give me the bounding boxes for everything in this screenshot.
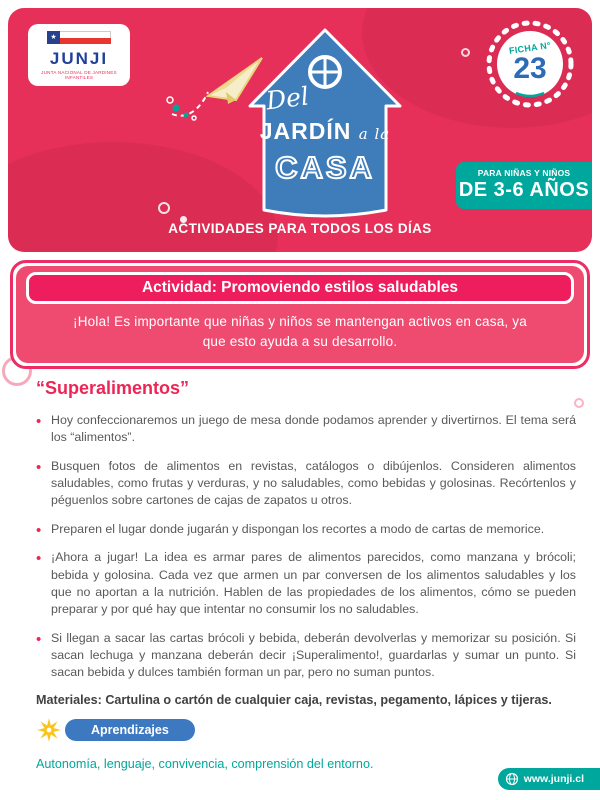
flag-stripes	[60, 31, 111, 44]
globe-icon	[505, 772, 519, 786]
flag-canton	[47, 31, 60, 44]
ficha-number: 23	[513, 52, 547, 85]
brand-word-casa: CASA	[275, 150, 375, 185]
bullet-item: • Preparen el lugar donde jugarán y dispongan los recortes a modo de cartas de memorice.	[36, 521, 576, 538]
brand-word-jardin	[240, 118, 410, 145]
junji-logo	[28, 24, 130, 86]
activity-box	[10, 260, 590, 369]
age-banner	[456, 162, 592, 209]
brand-word-ala: a la	[358, 125, 391, 143]
flag-white-stripe	[60, 31, 111, 38]
aprendizajes-row	[36, 717, 576, 743]
activity-title: Actividad: Promoviendo estilos saludables	[26, 272, 574, 304]
bullet-item: • Busquen fotos de alimentos en revistas, catálogos o dibújenlos. Consideren alimentos saludables, como frutas y verduras, y no saludables, como bebidas y golosinas. Recórtenlos y péguenlos sobre cartones de cajas de zapatos u otros.	[36, 458, 576, 510]
flag-red-stripe	[60, 38, 111, 44]
bullet-item: • Hoy confeccionaremos un juego de mesa donde podamos aprender y divertirnos. El tema será los “alimentos”.	[36, 412, 576, 447]
bullet-item: • Si llegan a sacar las cartas brócoli y bebida, deberán devolverlas y memorizar su posición. Si sacan lechuga y manzana deberán decir ¡Superalimento!, guardarlas y sumar un punto. Si sacan bebida y dulces también forman un par, pero no suman puntos.	[36, 630, 576, 682]
section-title: “Superalimentos”	[36, 378, 190, 398]
bullet-item: • ¡Ahora a jugar! La idea es armar pares de alimentos parecidos, como manzana y brócoli; bebida y golosina. Cada vez que armen un par conversen de los alimentos saludables y los que no aportan a la nutrición. Hablen de las propiedades de los alimentos, cómo se pueden preparar y por qué hay que intentar no consumir los no saludables.	[36, 549, 576, 618]
bullet-list	[36, 412, 576, 682]
website-pill[interactable]	[498, 768, 600, 790]
header-banner	[8, 8, 592, 252]
doodle-circle-icon	[158, 202, 170, 214]
activity-intro: ¡Hola! Es importante que niñas y niños se mantengan activos en casa, ya que esto ayuda a su desarrollo.	[73, 314, 527, 350]
materials-label: Materiales:	[36, 692, 102, 707]
age-banner-line2: DE 3-6 AÑOS	[458, 179, 590, 201]
flag-star-icon: ★	[50, 34, 57, 41]
chile-flag-icon	[47, 31, 111, 44]
brand-jardin-text: JARDÍN	[259, 118, 352, 144]
doodle-circle-icon	[461, 48, 470, 57]
aprendizajes-badge: Aprendizajes	[65, 719, 195, 741]
ficha-badge	[484, 18, 576, 110]
junji-logo-text: JUNJI	[49, 49, 109, 68]
aprendizajes-text: Autonomía, lenguaje, convivencia, comprensión del entorno.	[36, 756, 374, 771]
materials-text: Cartulina o cartón de cualquier caja, revistas, pegamento, lápices y tijeras.	[105, 692, 552, 707]
star-icon	[36, 717, 62, 743]
materials-line	[36, 693, 576, 707]
del-jardin-a-la-casa-logo	[240, 26, 410, 224]
age-banner-line1: PARA NIÑAS Y NIÑOS	[477, 168, 571, 178]
brand-word-del: Del	[264, 81, 311, 116]
website-url: www.junji.cl	[523, 773, 584, 785]
activity-box-inner	[16, 266, 584, 363]
ficha-label: FICHA N°	[508, 40, 552, 56]
junji-logo-subtitle: JUNTA NACIONAL DE JARDINES INFANTILES	[41, 69, 117, 80]
main-content	[36, 378, 576, 771]
header-tagline: ACTIVIDADES PARA TODOS LOS DÍAS	[168, 221, 432, 236]
